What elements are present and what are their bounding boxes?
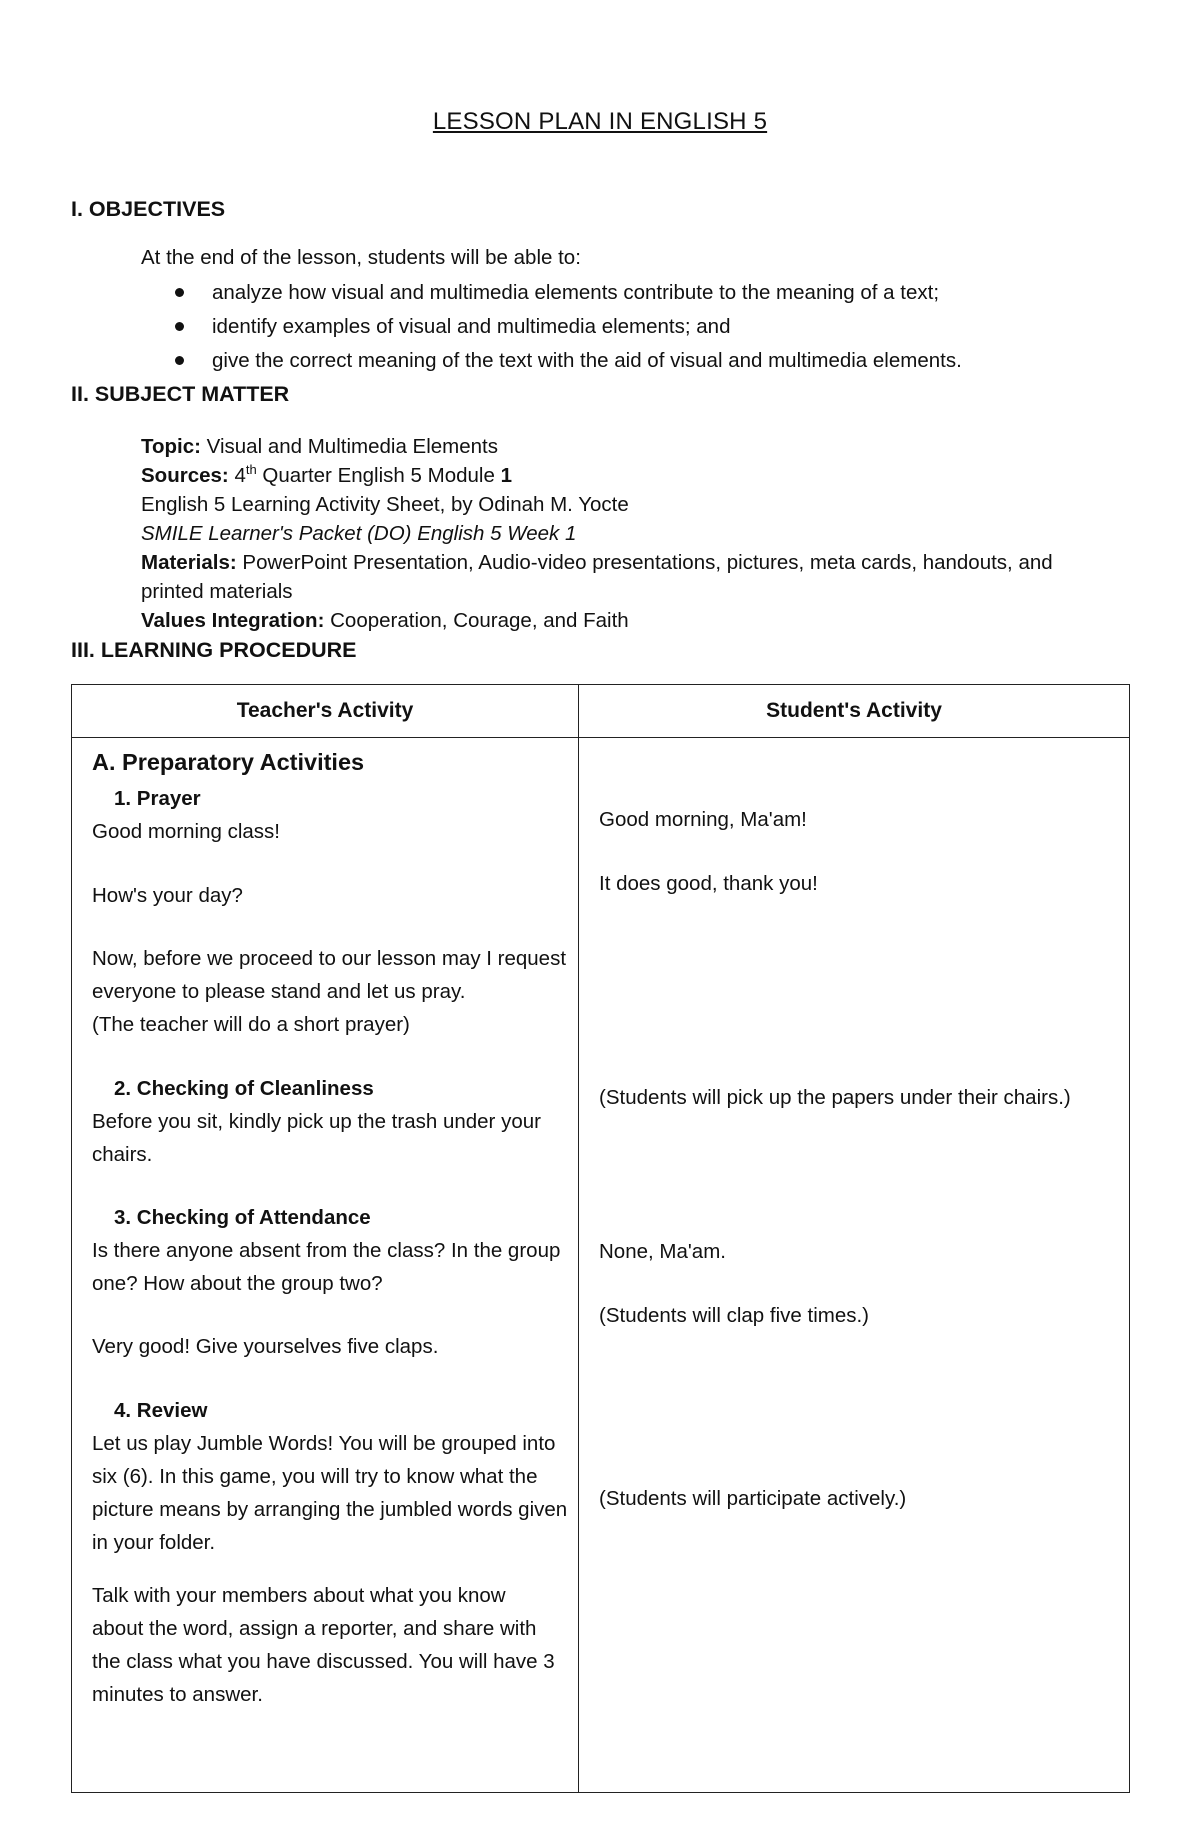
review-teacher-8: minutes to answer. [92,1683,263,1706]
prayer-teacher-request-2: everyone to please stand and let us pray. [92,980,466,1003]
table-header-row [72,685,1130,738]
review-teacher-1: Let us play Jumble Words! You will be grouped into [92,1432,556,1455]
teacher-activity-cell [72,738,579,1793]
bullet-icon [175,322,184,331]
subject-matter-details [141,432,1131,635]
document-title: LESSON PLAN IN ENGLISH 5 [432,108,768,135]
preparatory-activities-title: A. Preparatory Activities [92,749,365,775]
objectives-intro: At the end of the lesson, students will be able to: [141,246,581,269]
source-line-2: English 5 Learning Activity Sheet, by Odinah M. Yocte [141,493,629,516]
objectives-heading: I. OBJECTIVES [71,197,226,221]
review-teacher-2: six (6). In this game, you will try to know what the [92,1465,538,1488]
materials-line-2: printed materials [141,580,293,603]
objective-item: analyze how visual and multimedia elements contribute to the meaning of a text; [141,276,962,310]
cleanliness-student-1: (Students will pick up the papers under their chairs.) [599,1086,1071,1109]
attendance-teacher-2: one? How about the group two? [92,1272,383,1295]
values-line [141,606,1131,635]
attendance-teacher-1: Is there anyone absent from the class? In the group [92,1239,561,1262]
prayer-student-2: It does good, thank you! [599,872,818,895]
prayer-student-1: Good morning, Ma'am! [599,808,807,831]
review-teacher-3: picture means by arranging the jumbled words given [92,1498,568,1521]
cleanliness-title: 2. Checking of Cleanliness [114,1077,374,1100]
prayer-teacher-note: (The teacher will do a short prayer) [92,1013,410,1036]
sources-num: 4 [234,464,246,487]
cleanliness-teacher-1: Before you sit, kindly pick up the trash under your [92,1110,541,1133]
sources-label: Sources: [141,464,229,487]
values-value: Cooperation, Courage, and Faith [330,609,629,632]
student-activity-header: Student's Activity [579,685,1130,738]
review-student-1: (Students will participate actively.) [599,1487,907,1510]
attendance-student-1: None, Ma'am. [599,1240,726,1263]
materials-line [141,548,1131,577]
review-teacher-5: Talk with your members about what you know [92,1584,506,1607]
review-teacher-4: in your folder. [92,1531,216,1554]
review-teacher-6: about the word, assign a reporter, and share with [92,1617,537,1640]
prayer-title: 1. Prayer [114,787,201,810]
sources-text: Quarter English 5 Module [262,464,495,487]
materials-value: PowerPoint Presentation, Audio-video presentations, pictures, meta cards, handouts, and [242,551,1053,574]
teacher-activity-header: Teacher's Activity [72,685,579,738]
bullet-icon [175,288,184,297]
learning-procedure-heading: III. LEARNING PROCEDURE [71,638,357,662]
topic-value: Visual and Multimedia Elements [206,435,498,458]
student-activity-cell [579,738,1130,1793]
attendance-title: 3. Checking of Attendance [114,1206,371,1229]
review-title: 4. Review [114,1399,208,1422]
objectives-list [141,276,962,378]
prayer-teacher-greeting: Good morning class! [92,820,281,843]
attendance-student-2: (Students will clap five times.) [599,1304,870,1327]
subject-matter-heading: II. SUBJECT MATTER [71,382,290,406]
sources-line [141,461,1131,490]
objective-item: give the correct meaning of the text with the aid of visual and multimedia elements. [141,344,962,378]
prayer-teacher-request-1: Now, before we proceed to our lesson may I request [92,947,567,970]
topic-label: Topic: [141,435,201,458]
cleanliness-teacher-2: chairs. [92,1143,153,1166]
prayer-teacher-question: How's your day? [92,884,243,907]
materials-label: Materials: [141,551,237,574]
source-line-3: SMILE Learner's Packet (DO) English 5 Week 1 [141,522,577,545]
objective-item: identify examples of visual and multimedia elements; and [141,310,962,344]
sources-sup: th [245,462,257,478]
attendance-teacher-3: Very good! Give yourselves five claps. [92,1335,439,1358]
values-label: Values Integration: [141,609,325,632]
table-row [72,738,1130,1793]
review-teacher-7: the class what you have discussed. You will have 3 [92,1650,555,1673]
topic-line [141,432,1131,461]
bullet-icon [175,356,184,365]
sources-module: 1 [500,464,512,487]
procedure-table [71,684,1130,1793]
